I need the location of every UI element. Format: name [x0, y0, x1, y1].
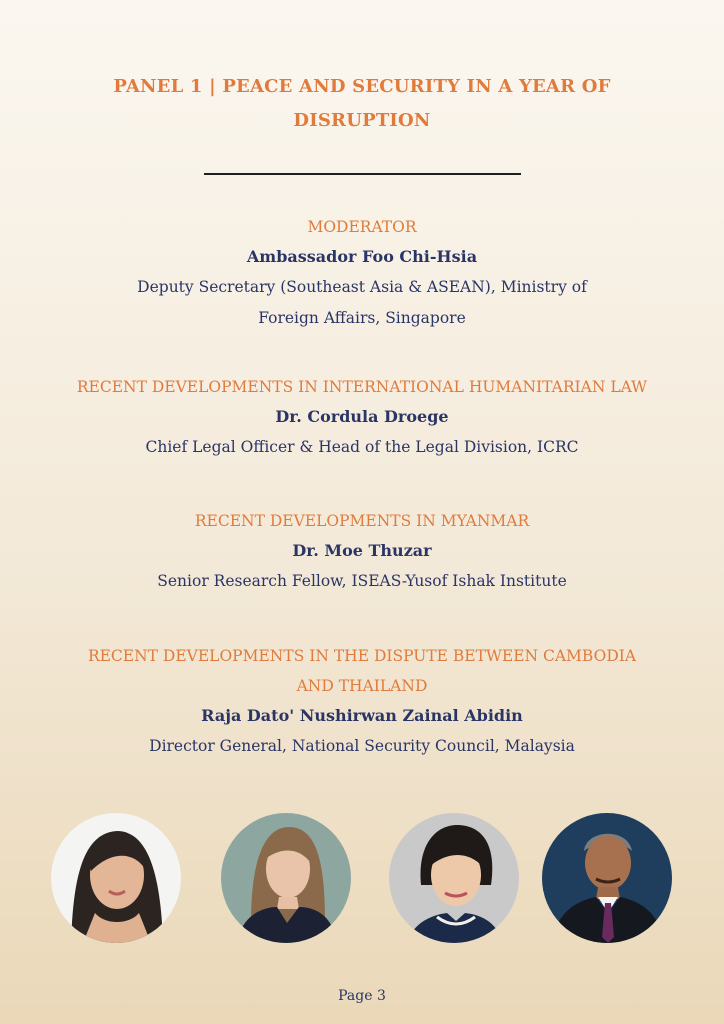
title-divider — [204, 173, 521, 175]
section-label: RECENT DEVELOPMENTS IN INTERNATIONAL HUMANITARIAN LAW — [76, 378, 648, 396]
speaker-name: Ambassador Foo Chi-Hsia — [246, 247, 478, 266]
panel-title-line-1: PANEL 1 | PEACE AND SECURITY IN A YEAR OF — [113, 76, 611, 97]
speaker-role-line-2: Foreign Affairs, Singapore — [258, 309, 466, 327]
section-label: RECENT DEVELOPMENTS IN MYANMAR — [194, 512, 530, 530]
section-cambodia-thailand — [0, 641, 724, 762]
speaker-name: Dr. Cordula Droege — [275, 407, 449, 426]
speaker-name: Dr. Moe Thuzar — [292, 541, 432, 560]
portrait-moe-thuzar — [389, 813, 519, 943]
portrait-cordula-droege — [221, 813, 351, 943]
speaker-role-line-1: Deputy Secretary (Southeast Asia & ASEAN), Ministry of — [137, 278, 587, 296]
section-ihl — [0, 372, 724, 463]
section-label-line-2: AND THAILAND — [296, 677, 428, 695]
panel-title — [0, 70, 724, 138]
portrait-nushirwan-zainal-abidin — [542, 813, 672, 943]
portrait-foo-chi-hsia — [51, 813, 181, 943]
panel-title-line-2: DISRUPTION — [293, 110, 431, 131]
section-moderator — [0, 212, 724, 334]
section-myanmar — [0, 506, 724, 597]
page-number: Page 3 — [338, 988, 386, 1004]
section-label: MODERATOR — [307, 218, 417, 236]
speaker-name: Raja Dato' Nushirwan Zainal Abidin — [201, 706, 523, 725]
speaker-role-line-1: Chief Legal Officer & Head of the Legal Division, ICRC — [145, 438, 579, 456]
section-label-line-1: RECENT DEVELOPMENTS IN THE DISPUTE BETWEEN CAMBODIA — [87, 647, 637, 665]
speaker-role-line-1: Senior Research Fellow, ISEAS-Yusof Ishak Institute — [157, 572, 567, 590]
speaker-role-line-1: Director General, National Security Council, Malaysia — [149, 737, 575, 755]
